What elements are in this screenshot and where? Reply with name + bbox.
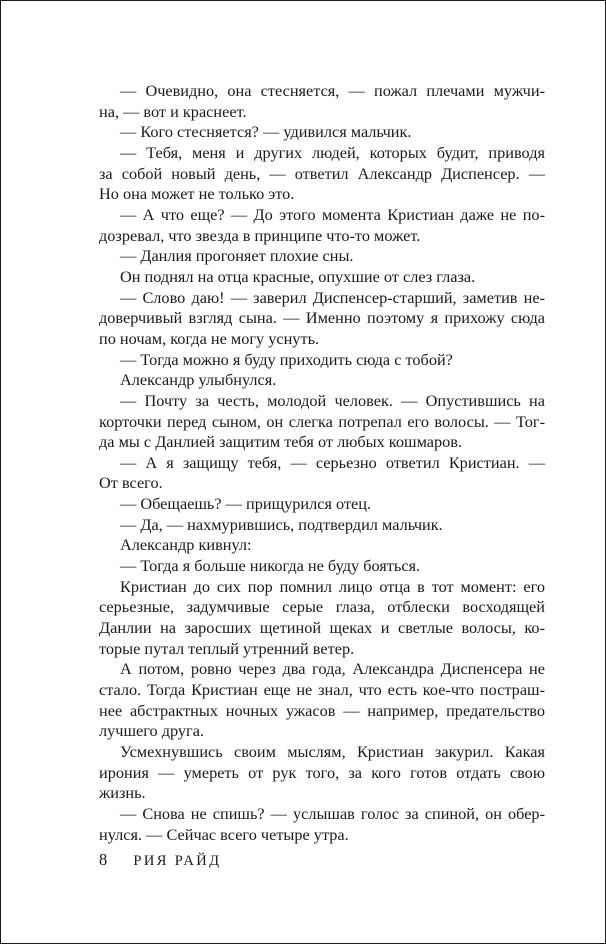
paragraph <box>99 742 545 804</box>
paragraph <box>99 535 545 556</box>
text-line: — Тебя, меня и других людей, которых будит, приводя <box>120 142 545 162</box>
paragraph <box>99 659 545 742</box>
page-footer <box>99 850 221 870</box>
text-line: — Обещаешь? — прищурился отец. <box>120 494 372 514</box>
text-line: — А что еще? — До этого момента Кристиан даже не по- <box>120 204 545 224</box>
paragraph <box>99 556 545 577</box>
text-line: нулся. — Сейчас всего четыре утра. <box>99 824 349 844</box>
paragraph <box>99 391 545 453</box>
text-line: лучшего друга. <box>99 721 205 741</box>
text-line: Данлии на заросших щетиной щеках и светлые волосы, ко- <box>99 618 545 638</box>
paragraph <box>99 122 545 143</box>
text-line: ирония — умереть от рук того, за кого готов отдать свою <box>99 762 545 782</box>
text-line: — Слово даю! — заверил Диспенсер-старший, заметив не- <box>120 287 545 307</box>
text-line: на, — вот и краснеет. <box>99 101 247 121</box>
text-line: — Тогда я больше никогда не буду бояться. <box>120 556 421 576</box>
text-line: дозревал, что звезда в принципе что-то может. <box>99 225 421 245</box>
paragraph <box>99 288 545 350</box>
text-line: серьезные, задумчивые серые глаза, отблески восходящей <box>99 597 545 617</box>
text-line: да мы с Данлией защитим тебя от любых кошмаров. <box>99 432 463 452</box>
text-line: От всего. <box>99 473 163 493</box>
text-line: — Снова не спишь? — услышав голос за спиной, он обер- <box>120 803 545 823</box>
text-line: А потом, ровно через два года, Александра Диспенсера не <box>120 659 545 679</box>
text-line: Александр улыбнулся. <box>120 370 277 390</box>
text-line: — Тогда можно я буду приходить сюда с тобой? <box>120 349 453 369</box>
text-line: торые путал теплый утренний ветер. <box>99 638 355 658</box>
text-line: — А я защищу тебя, — серьезно ответил Кристиан. — <box>120 452 545 472</box>
text-line: Усмехнувшись своим мыслям, Кристиан закурил. Какая <box>120 742 545 761</box>
text-line: — Да, — нахмурившись, подтвердил мальчик. <box>120 514 443 534</box>
text-line: жизнь. <box>99 783 146 803</box>
text-line: за собой новый день, — ответил Александр Диспенсер. — <box>99 163 545 183</box>
paragraph <box>99 267 545 288</box>
paragraph <box>99 494 545 515</box>
text-line: Он поднял на отца красные, опухшие от слез глаза. <box>120 266 476 286</box>
paragraph <box>99 370 545 391</box>
text-line: стало. Тогда Кристиан еще не знал, что есть кое-что пострaш- <box>99 680 545 700</box>
text-line: Кристиан до сих пор помнил лицо отца в тот момент: его <box>120 576 545 596</box>
text-line: нее абстрактных ночных ужасов — например, предательство <box>99 700 545 720</box>
paragraph <box>99 81 545 122</box>
text-line: корточки перед сыном, он слегка потрепал его волосы. — Тог- <box>99 411 545 431</box>
paragraph <box>99 205 545 246</box>
paragraph <box>99 804 545 845</box>
paragraph <box>99 453 545 494</box>
text-line: доверчивый взгляд сына. — Именно поэтому я прихожу сюда <box>99 308 545 328</box>
page-body-text <box>99 81 545 845</box>
paragraph <box>99 515 545 536</box>
page-number: 8 <box>99 850 108 869</box>
paragraph <box>99 577 545 660</box>
text-line: Александр кивнул: <box>120 535 252 555</box>
text-line: — Почту за честь, молодой человек. — Опустившись на <box>120 390 545 410</box>
text-line: — Очевидно, она стесняется, — пожал плечами мужчи- <box>120 81 545 100</box>
paragraph <box>99 350 545 371</box>
paragraph <box>99 246 545 267</box>
text-line: Но она может не только это. <box>99 184 295 204</box>
text-line: — Кого стесняется? — удивился мальчик. <box>120 122 412 142</box>
paragraph <box>99 143 545 205</box>
text-line: по ночам, когда не могу уснуть. <box>99 328 320 348</box>
running-footer-author: РИЯ РАЙД <box>133 853 222 869</box>
text-line: — Данлия прогоняет плохие сны. <box>120 246 354 266</box>
